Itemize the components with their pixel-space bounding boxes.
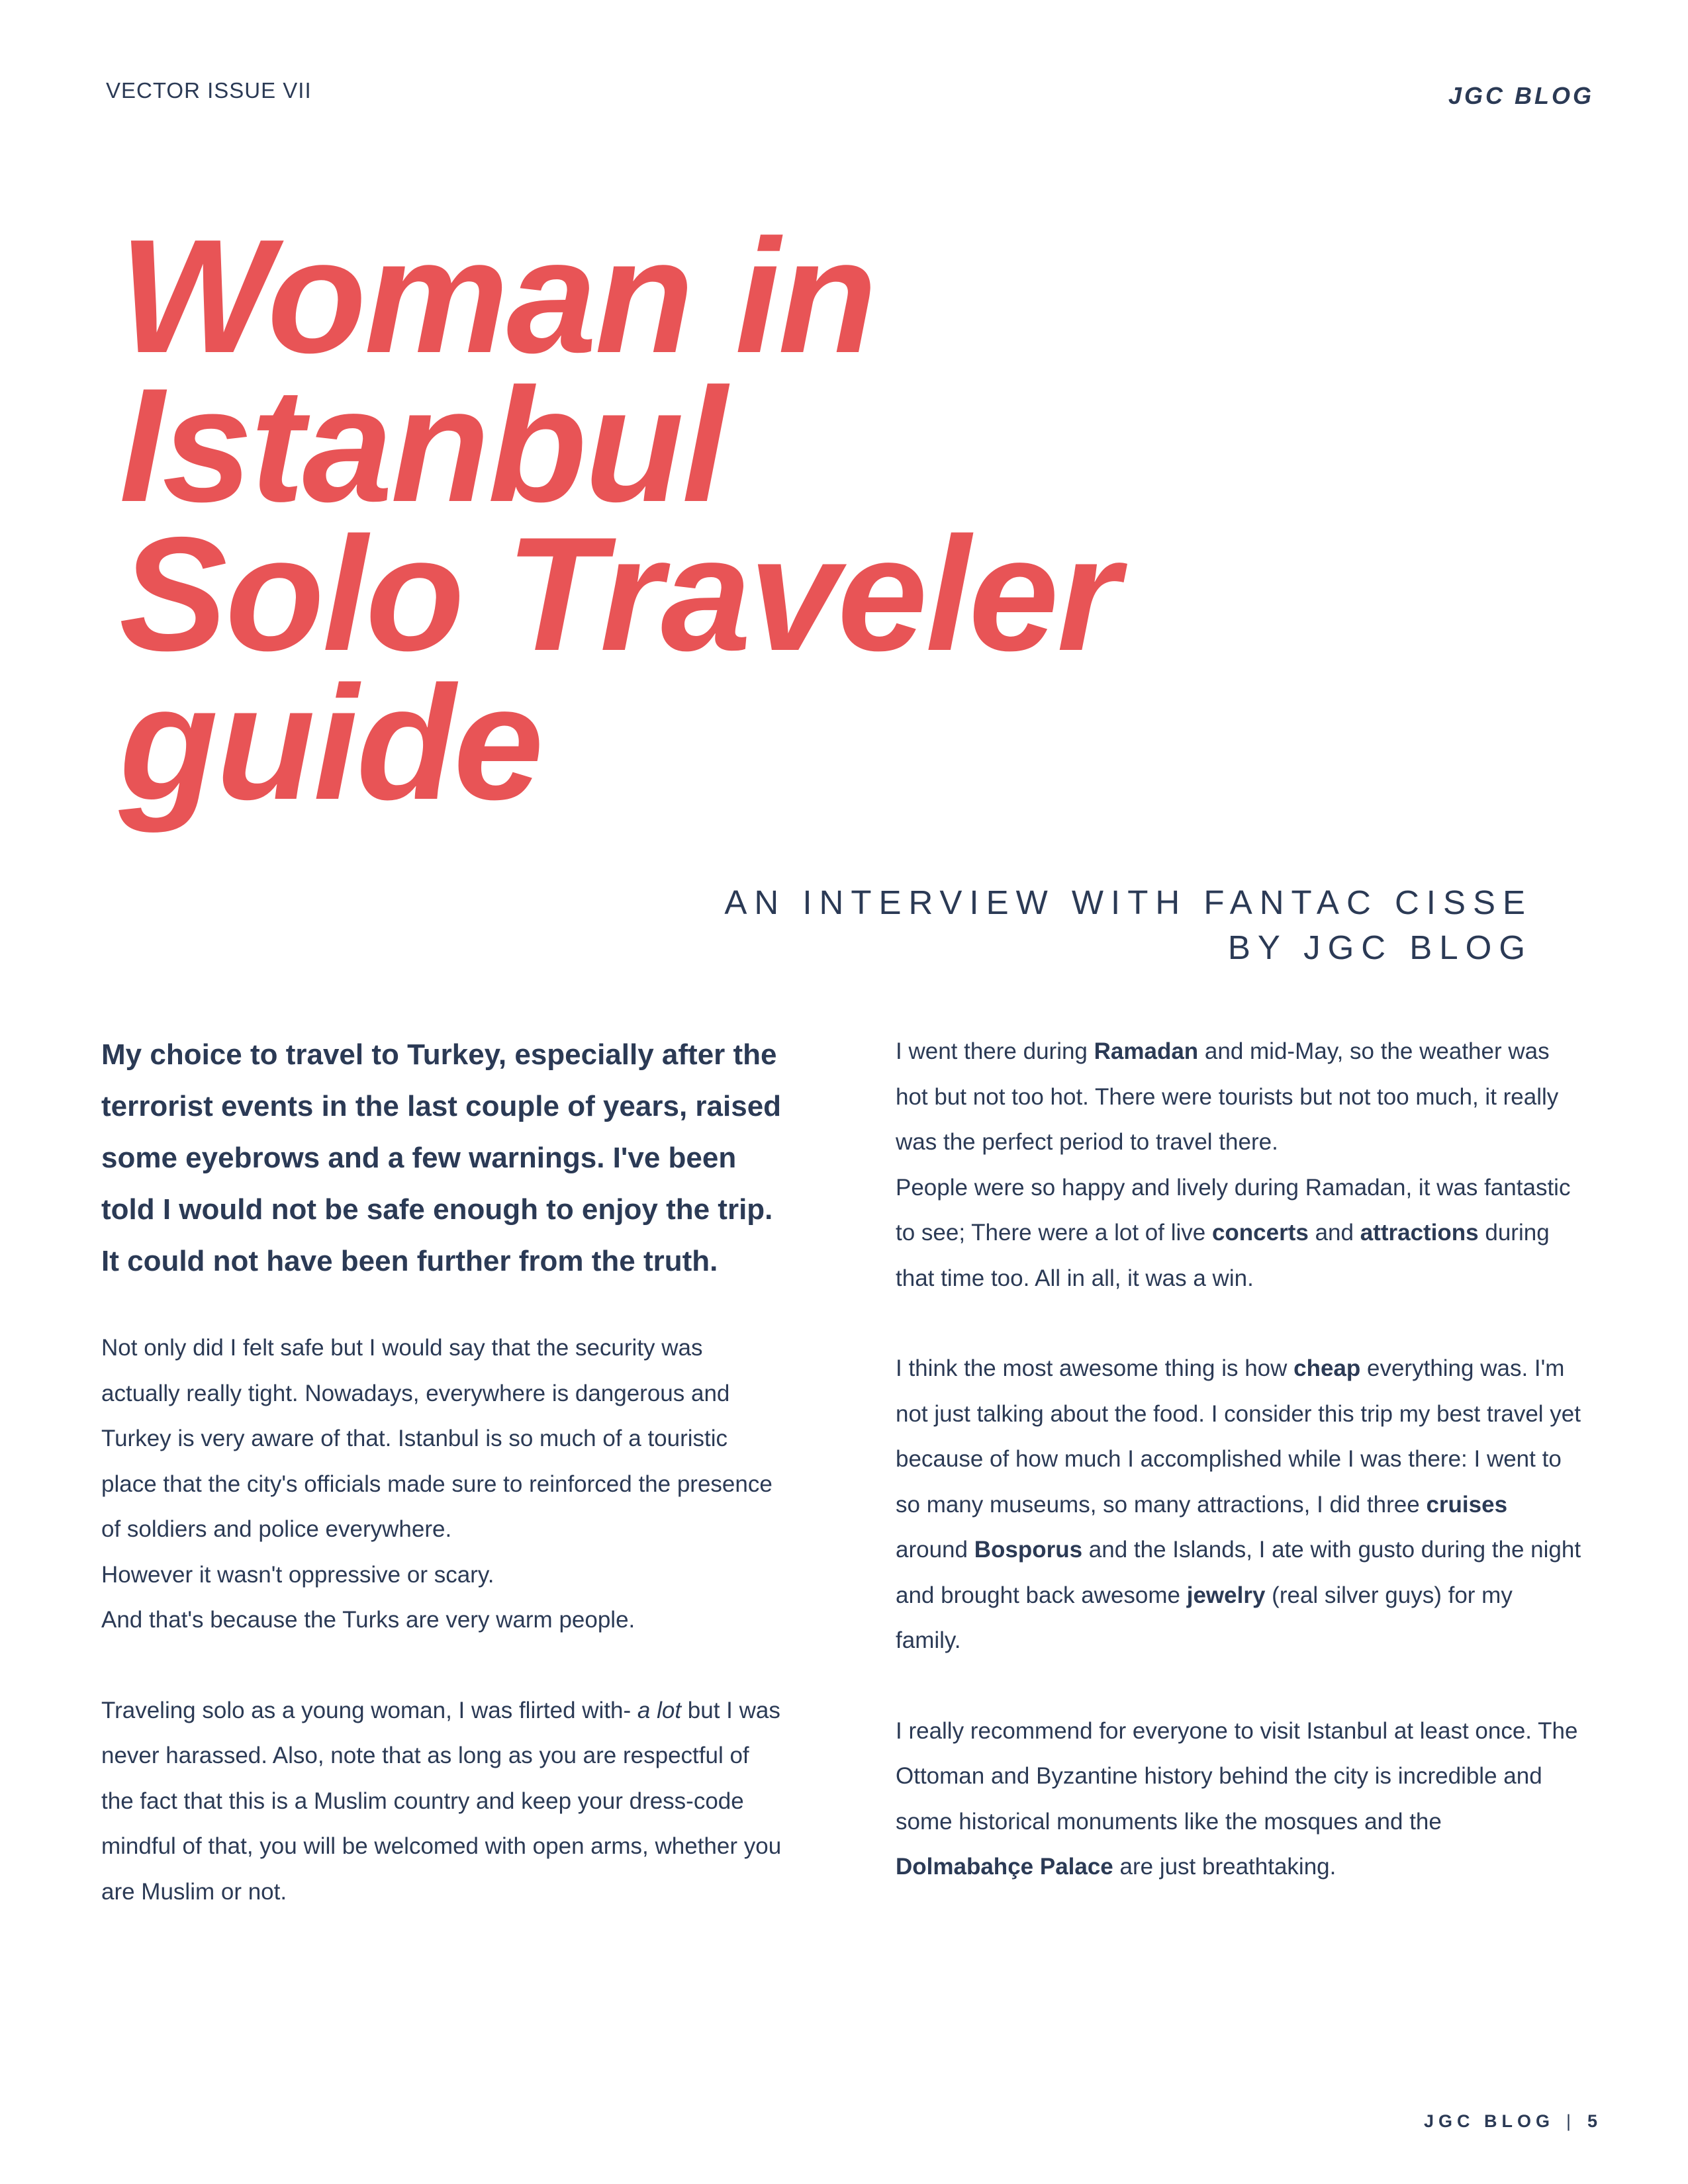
right-column	[896, 1029, 1584, 1890]
emphasis-text: a lot	[637, 1697, 682, 1723]
subtitle-line-2: BY JGC BLOG	[1227, 929, 1532, 966]
text-run: and	[1308, 1220, 1360, 1246]
bold-text: concerts	[1211, 1220, 1309, 1246]
text-run: everything was. I'm not just talking about the food. I consider this trip my best travel yet because of how much I accomplished while I was there: I went to so many museums, so many attractions, I did three	[896, 1355, 1581, 1518]
title-line-3: Solo Traveler	[119, 503, 1118, 684]
page-footer	[1424, 2111, 1602, 2132]
text-run: are just breathtaking.	[1113, 1854, 1336, 1880]
text-run: I went there during	[896, 1038, 1094, 1064]
article-subtitle	[724, 880, 1532, 970]
text-run: I really recommend for everyone to visit Istanbul at least once. The Ottoman and Byzantine history behind the city is incredible and some historical monuments like the mosques and the	[896, 1717, 1578, 1835]
footer-separator: |	[1566, 2111, 1575, 2131]
paragraph-ramadan-weather	[896, 1029, 1584, 1165]
article-title	[119, 205, 1410, 833]
text-run: and the Islands, I ate with gusto during the night and brought back awesome	[896, 1537, 1581, 1608]
bold-text: Ramadan	[1094, 1038, 1199, 1064]
blog-name-header: JGC BLOG	[1448, 82, 1594, 109]
bold-text: Bosporus	[974, 1537, 1083, 1563]
text-run: during that time too. All in all, it was a win.	[896, 1220, 1550, 1291]
paragraph-security: Not only did I felt safe but I would say that the security was actually really tight. Nowadays, everywhere is dangerous and Turkey is very aware of that. Istanbul is so much of a touristic place that the city's officials made sure to reinforced the presence of soldiers and police everywhere.	[101, 1335, 773, 1542]
bold-text: jewelry	[1186, 1582, 1266, 1608]
text-run: People were so happy and lively during Ramadan, it was fantastic to see; There were a lot of live	[896, 1174, 1571, 1246]
paragraph-cheap	[896, 1346, 1584, 1664]
text-run: Traveling solo as a young woman, I was flirted with-	[101, 1697, 637, 1723]
lead-paragraph: My choice to travel to Turkey, especially after the terrorist events in the last couple of years, raised some eyebrows and a few warnings. I've been told I would not be safe enough to enjoy the trip. It could not have been further from the truth.	[101, 1038, 782, 1277]
text-run: around	[896, 1537, 974, 1563]
page-number: 5	[1587, 2111, 1602, 2131]
paragraph-recommend	[896, 1709, 1584, 1890]
text-run: and mid-May, so the weather was hot but not too hot. There were tourists but not too much, it really was the perfect period to travel there.	[896, 1038, 1559, 1155]
title-line-4: guide	[119, 652, 542, 833]
issue-label: VECTOR ISSUE VII	[106, 78, 312, 103]
paragraph-warm-people: And that's because the Turks are very warm people.	[101, 1607, 635, 1633]
subtitle-line-1: AN INTERVIEW WITH FANTAC CISSE	[724, 884, 1532, 921]
left-column	[101, 1029, 783, 1915]
paragraph-solo-woman	[101, 1688, 783, 1915]
paragraph-lively	[896, 1165, 1584, 1302]
text-run: I think the most awesome thing is how	[896, 1355, 1294, 1381]
title-line-2: Istanbul	[119, 354, 726, 535]
title-line-1: Woman in	[119, 205, 876, 387]
bold-text: cheap	[1293, 1355, 1361, 1381]
text-run: but I was never harassed. Also, note that as long as you are respectful of the fact that this is a Muslim country and keep your dress-code mindful of that, you will be welcomed with open arms, whether you are Muslim or not.	[101, 1697, 782, 1905]
bold-text: Dolmabahçe Palace	[896, 1854, 1113, 1880]
bold-text: cruises	[1426, 1491, 1508, 1518]
paragraph-not-oppressive: However it wasn't oppressive or scary.	[101, 1561, 494, 1588]
text-run: (real silver guys) for my family.	[896, 1582, 1513, 1653]
footer-blog-name: JGC BLOG	[1423, 2111, 1554, 2131]
bold-text: attractions	[1360, 1220, 1479, 1246]
